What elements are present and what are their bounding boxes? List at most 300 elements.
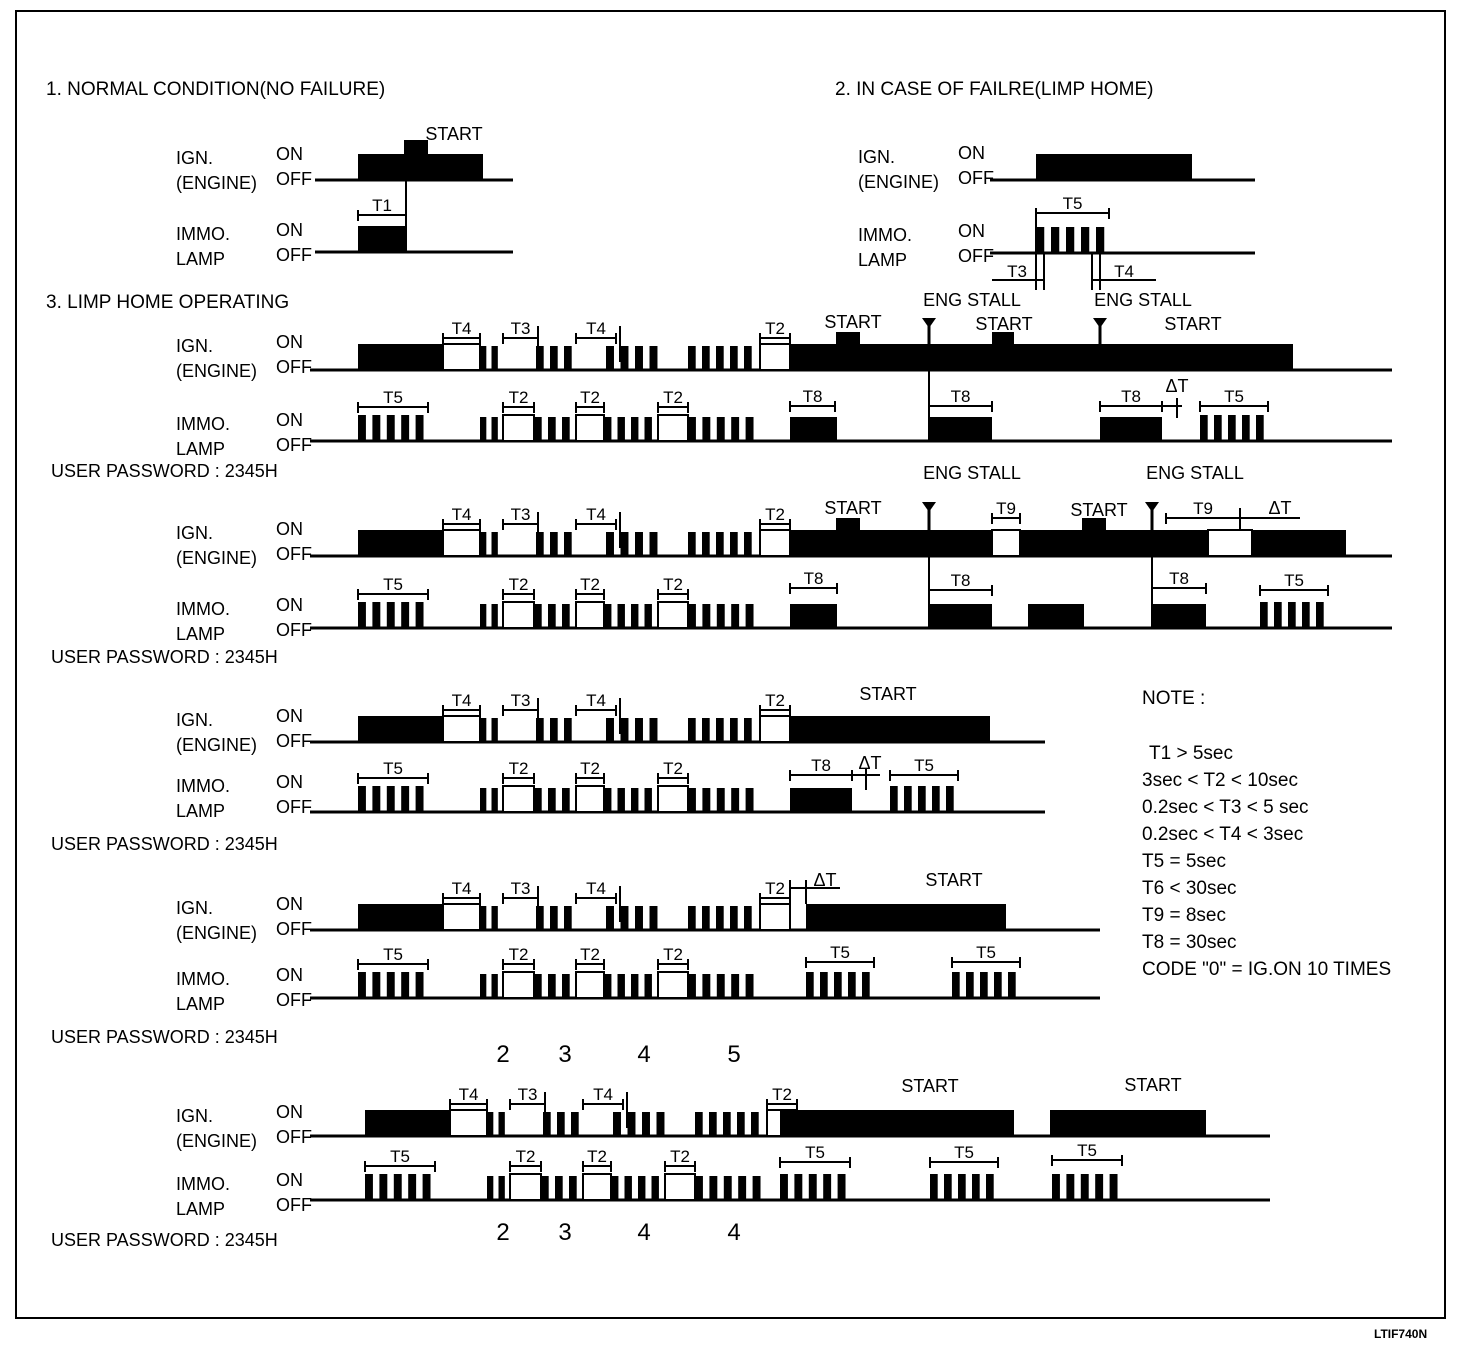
pulse [823,1174,831,1200]
ign-label: IGN. [858,147,896,167]
start-label: START [925,870,983,890]
signal-on-block [1028,604,1084,628]
pulse [550,346,558,370]
pulse [536,906,544,930]
pulse [753,1176,761,1200]
pulse [1288,602,1296,628]
pulse [604,974,611,998]
pulse [702,718,710,742]
timer-label: T2 [765,879,785,898]
ign-off-gap [503,602,534,628]
note-line: T9 = 8sec [1142,905,1226,926]
pulse [848,972,856,998]
ign-off-gap [510,1174,541,1200]
signal-on-block [790,417,837,441]
pulse [564,718,572,742]
signal-on-block [1252,530,1346,556]
pulse [534,788,542,812]
immo-label: IMMO. [858,225,912,245]
pulse [716,718,724,742]
on-label: ON [276,772,303,792]
timer-label: T5 [976,943,996,962]
code-digit-top: 4 [637,1041,651,1068]
off-label: OFF [276,544,312,564]
pulse [401,972,409,998]
pulse [834,972,842,998]
ign-off-gap [576,602,604,628]
section-1-title: 1. NORMAL CONDITION(NO FAILURE) [46,79,386,100]
pulse [562,604,570,628]
pulse [958,1174,966,1200]
start-label: START [901,1076,959,1096]
note-line: CODE "0" = IG.ON 10 TIMES [1142,959,1392,980]
timer-label: T2 [580,575,600,594]
signal-on-block [358,530,443,556]
pulse [986,1174,994,1200]
pulse [1260,602,1268,628]
on-label: ON [276,894,303,914]
pulse [416,415,424,441]
lamp-label: LAMP [176,994,226,1014]
pulse [536,718,544,742]
signal-on-block [358,344,443,370]
pulse [569,1176,577,1200]
timer-label: T4 [451,691,472,710]
pulse [635,718,643,742]
signal-on-block [790,604,837,628]
timer-label: T8 [950,387,971,406]
pulse [550,718,558,742]
code-digit-top: 3 [558,1041,572,1068]
pulse [604,604,611,628]
timer-label: T2 [663,388,683,407]
ign-label: IGN. [176,523,214,543]
pulse [1214,415,1222,441]
pulse [650,532,658,556]
lamp-label: LAMP [176,249,226,269]
pulse [862,972,870,998]
pulse [379,1174,387,1200]
pulse [688,346,696,370]
pulse [416,786,424,812]
start-label: START [859,684,917,704]
pulse [480,532,486,556]
pulse [702,346,710,370]
pulse [744,532,752,556]
timer-label: T8 [1121,387,1141,406]
ign-off-gap [503,415,534,441]
pulse [387,786,395,812]
pulse [994,972,1002,998]
timer-label: T8 [803,569,824,588]
pulse [746,417,754,441]
ign-off-gap [760,530,790,556]
pulse [838,1174,846,1200]
pulse [723,1112,731,1136]
pulse [1228,415,1236,441]
pulse [688,906,696,930]
pulse [557,1112,565,1136]
on-label: ON [276,220,303,240]
pulse [688,417,696,441]
pulse [631,604,638,628]
signal-on-block [780,1110,1014,1136]
signal-on-block [1050,1110,1206,1136]
pulse [541,1176,549,1200]
off-label: OFF [276,245,312,265]
pulse [416,602,424,628]
timer-label: T2 [580,388,600,407]
pulse [746,974,754,998]
pulse [358,602,366,628]
pulse [372,972,380,998]
timer-label: T9 [1193,499,1213,518]
pulse [555,1176,563,1200]
timer-label: T2 [772,1085,792,1104]
pulse [702,906,710,930]
pulse [401,602,409,628]
timer-label: T4 [451,505,472,524]
lamp-label: LAMP [176,801,226,821]
pulse [944,1174,952,1200]
code-digit-top: 2 [496,1041,510,1068]
pulse [702,974,710,998]
note-line: T5 = 5sec [1142,851,1226,872]
pulse [946,786,954,812]
engine-label: (ENGINE) [176,1131,257,1151]
timer-label: T2 [580,945,600,964]
pulse [650,906,658,930]
signal-on-block [358,154,483,180]
ign-label: IGN. [176,1106,214,1126]
pulse [1052,1174,1060,1200]
pulse [1302,602,1310,628]
ign-off-gap [443,716,480,742]
engine-label: (ENGINE) [176,923,257,943]
pulse [606,906,614,930]
timer-label: T2 [515,1147,536,1166]
pulse [492,532,498,556]
timer-label: T4 [451,319,472,338]
lamp-label: LAMP [176,1199,226,1219]
pulse [709,1176,717,1200]
pulse [604,788,611,812]
pulse [966,972,974,998]
pulse [548,604,556,628]
engine-label: (ENGINE) [176,548,257,568]
timer-label: T4 [586,319,606,338]
pulse [548,417,556,441]
signal-on-block [365,1110,450,1136]
lamp-label: LAMP [176,624,226,644]
pulse [635,906,643,930]
pulse [635,532,643,556]
pulse [702,788,710,812]
pulse [499,1176,505,1200]
pulse [746,604,754,628]
signal-on-block [1020,530,1208,556]
pulse [930,1174,938,1200]
eng-stall-label: ENG STALL [1094,290,1192,310]
ign-label: IGN. [176,710,214,730]
timer-label: T5 [383,945,403,964]
pulse [492,974,498,998]
ign-off-gap [576,972,604,998]
signal-on-block [1152,604,1206,628]
pulse [548,788,556,812]
pulse [1095,1174,1103,1200]
timer-label: T3 [510,505,531,524]
note-line: 0.2sec < T3 < 5 sec [1142,797,1309,818]
pulse [652,1176,659,1200]
pulse [562,417,570,441]
pulse [492,417,498,441]
pulse [480,346,486,370]
pulse [387,972,395,998]
engine-label: (ENGINE) [176,735,257,755]
user-password: USER PASSWORD : 2345H [51,1230,278,1250]
on-label: ON [276,144,303,164]
start-label: START [824,312,882,332]
pulse [890,786,898,812]
pulse [1256,415,1264,441]
pulse [737,1112,745,1136]
on-label: ON [276,519,303,539]
delta-t-label: ΔT [858,753,882,773]
pulse [738,1176,746,1200]
pulse [1242,415,1250,441]
pulse [650,718,658,742]
pulse [730,906,738,930]
timer-label: T2 [765,319,785,338]
pulse [534,604,542,628]
timer-label: T4 [451,879,472,898]
immo-label: IMMO. [176,599,230,619]
timer-label: T5 [1062,194,1083,213]
user-password: USER PASSWORD : 2345H [51,834,278,854]
on-label: ON [276,332,303,352]
immo-label: IMMO. [176,224,230,244]
note-line: 3sec < T2 < 10sec [1142,770,1298,791]
ign-off-gap [576,415,604,441]
pulse [744,906,752,930]
on-label: ON [958,221,985,241]
ign-off-gap [503,972,534,998]
timer-label: T2 [663,575,683,594]
note-line: T1 > 5sec [1149,743,1233,764]
pulse [492,346,498,370]
signal-on-block [836,332,860,344]
timer-label: T5 [383,575,403,594]
pulse [645,604,652,628]
ign-off-gap [992,530,1020,556]
timer-label: T2 [765,505,785,524]
pulse [618,974,625,998]
pulse [621,906,629,930]
user-password: USER PASSWORD : 2345H [51,647,278,667]
pulse [536,346,544,370]
timer-label: T3 [510,691,531,710]
timer-label: T5 [383,759,403,778]
off-label: OFF [276,990,312,1010]
pulse [358,786,366,812]
pulse [717,974,725,998]
pulse [606,718,614,742]
pulse [621,718,629,742]
signal-on-block [806,904,1006,930]
pulse [730,532,738,556]
ign-off-gap [658,786,688,812]
off-label: OFF [276,797,312,817]
timer-label: T8 [1169,569,1189,588]
off-label: OFF [276,620,312,640]
off-label: OFF [276,919,312,939]
timer-label: T2 [508,388,529,407]
pulse [408,1174,416,1200]
pulse [492,788,498,812]
timer-label: T2 [508,575,529,594]
pulse [401,415,409,441]
timer-label: T8 [802,387,823,406]
pulse [642,1112,650,1136]
ign-off-gap [658,415,688,441]
lamp-label: LAMP [858,250,908,270]
eng-stall-label: ENG STALL [1146,463,1244,483]
pulse [688,604,696,628]
delta-t-label: ΔT [813,870,837,890]
timer-label: T4 [593,1085,613,1104]
pulse [730,346,738,370]
pulse [702,417,710,441]
immo-label: IMMO. [176,969,230,989]
timer-label: T1 [372,196,392,215]
pulse [365,1174,373,1200]
section-2-title: 2. IN CASE OF FAILRE(LIMP HOME) [835,79,1154,100]
user-password: USER PASSWORD : 2345H [51,1027,278,1047]
eng-stall-label: ENG STALL [923,290,1021,310]
pulse [650,346,658,370]
pulse [972,1174,980,1200]
off-label: OFF [276,1195,312,1215]
timer-label: T2 [508,759,529,778]
ign-label: IGN. [176,336,214,356]
signal-on-block [929,417,992,441]
signal-on-block [1036,154,1192,180]
timer-label: T5 [1224,387,1244,406]
pulse [606,532,614,556]
user-password: USER PASSWORD : 2345H [51,461,278,481]
timer-label: T2 [663,759,683,778]
pulse [731,974,739,998]
ign-off-gap [576,786,604,812]
off-label: OFF [958,246,994,266]
signal-on-block [790,716,990,742]
pulse [731,604,739,628]
pulse [416,972,424,998]
signal-on-block [358,226,406,252]
off-label: OFF [958,168,994,188]
pulse [1066,227,1074,253]
pulse [717,417,725,441]
pulse [904,786,912,812]
pulse [1051,227,1059,253]
start-label: START [1070,500,1128,520]
pulse [621,532,629,556]
pulse [717,604,725,628]
code-digit-bottom: 4 [727,1219,741,1246]
pulse [746,788,754,812]
note-line: 0.2sec < T4 < 3sec [1142,824,1304,845]
delta-t-label: ΔT [1268,498,1292,518]
pulse [688,718,696,742]
ign-off-gap [443,344,480,370]
timer-label: T3 [510,879,531,898]
pulse [534,417,542,441]
pulse [618,788,625,812]
timer-label: T2 [765,691,785,710]
pulse [688,974,696,998]
code-digit-bottom: 2 [496,1219,510,1246]
pulse [1036,227,1044,253]
pulse [423,1174,431,1200]
pulse [932,786,940,812]
timer-label: T4 [586,505,606,524]
lamp-label: LAMP [176,439,226,459]
immo-label: IMMO. [176,414,230,434]
timer-label: T8 [811,756,831,775]
timer-label: T4 [1114,262,1134,281]
pulse [611,1176,618,1200]
pulse [730,718,738,742]
pulse [401,786,409,812]
pulse [625,1176,632,1200]
ign-label: IGN. [176,898,214,918]
ign-off-gap [443,530,480,556]
pulse [952,972,960,998]
timer-label: T8 [950,571,971,590]
pulse [806,972,814,998]
pulse [716,532,724,556]
note-line: T8 = 30sec [1142,932,1237,953]
ign-off-gap [658,602,688,628]
pulse [709,1112,717,1136]
pulse [751,1112,759,1136]
off-label: OFF [276,357,312,377]
pulse [1274,602,1282,628]
pulse [387,415,395,441]
pulse [536,532,544,556]
code-digit-bottom: 4 [637,1219,651,1246]
delta-t-label: ΔT [1165,376,1189,396]
pulse [562,974,570,998]
pulse [688,532,696,556]
pulse [628,1112,636,1136]
timer-label: T5 [383,388,403,407]
pulse [487,1176,493,1200]
pulse [1200,415,1208,441]
on-label: ON [276,1170,303,1190]
pulse [613,1112,621,1136]
timer-label: T2 [587,1147,607,1166]
off-label: OFF [276,1127,312,1147]
pulse [702,532,710,556]
pulse [387,602,395,628]
signal-on-block [790,530,1014,556]
eng-stall-label: ENG STALL [923,463,1021,483]
pulse [480,417,486,441]
signal-on-block [358,716,443,742]
timer-label: T5 [914,756,934,775]
